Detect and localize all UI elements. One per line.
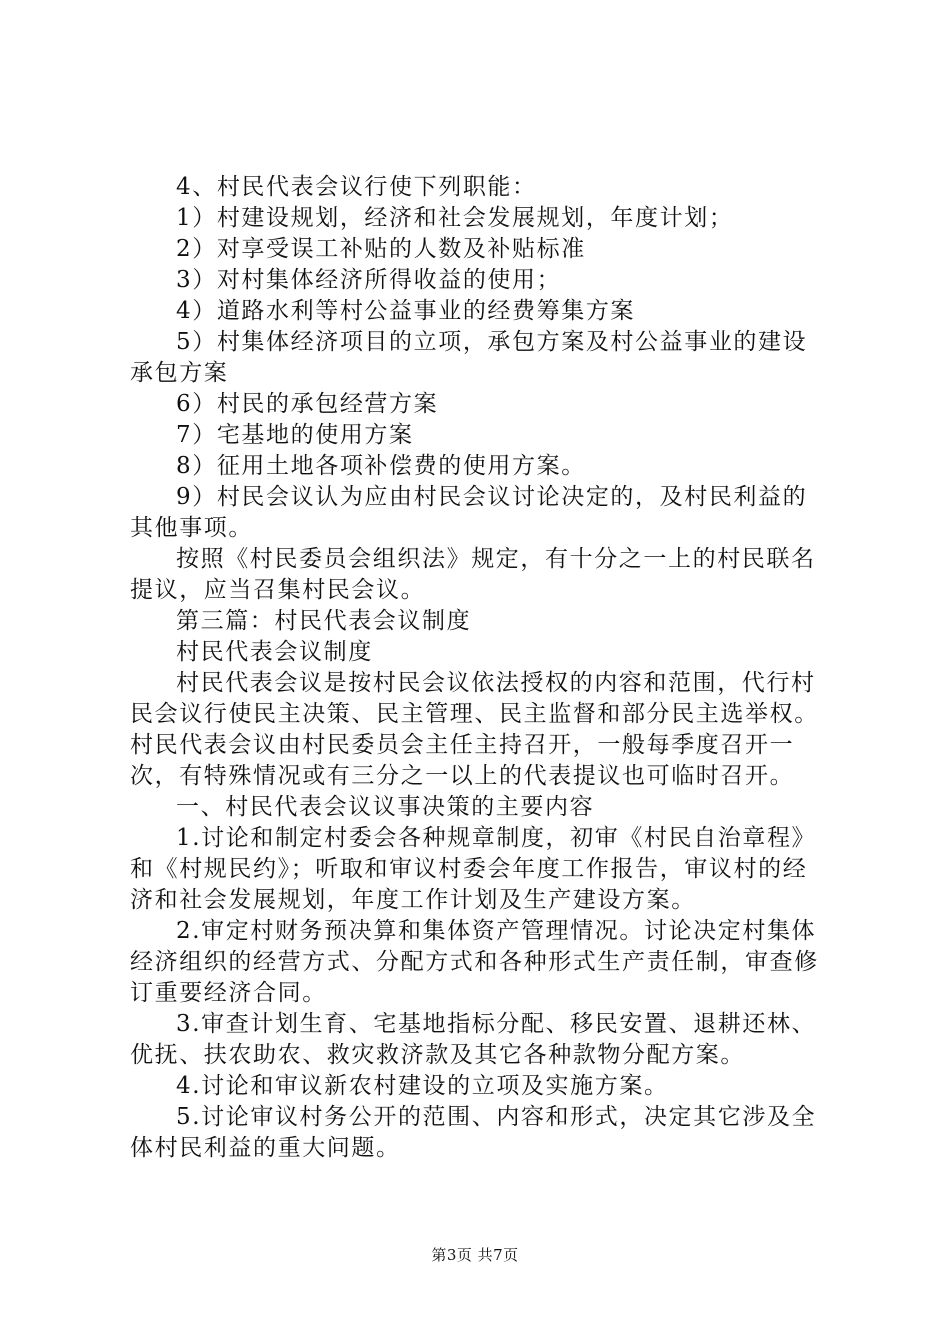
paragraph: 2）对享受误工补贴的人数及补贴标准 (176, 236, 586, 262)
paragraph: 3）对村集体经济所得收益的使用； (176, 267, 562, 293)
list-item: 1.讨论和制定村委会各种规章制度，初审《村民自治章程》和《村规民约》；听取和审议村委会年度工作报告，审议村的经济和社会发展规划，年度工作计划及生产建设方案。 (130, 825, 817, 913)
paragraph: 6）村民的承包经营方案 (176, 391, 439, 417)
list-item: 4.讨论和审议新农村建设的立项及实施方案。 (176, 1073, 669, 1099)
list-heading: 一、村民代表会议议事决策的主要内容 (176, 794, 595, 820)
paragraph: 村民代表会议是按村民会议依法授权的内容和范围，代行村民会议行使民主决策、民主管理、民主监督和部分民主选举权。村民代表会议由村民委员会主任主持召开，一般每季度召开一次，有特殊情况或有三分之一以上的代表提议也可临时召开。 (130, 670, 819, 789)
list-item: 2.审定村财务预决算和集体资产管理情况。讨论决定村集体经济组织的经营方式、分配方式和各种形式生产责任制，审查修订重要经济合同。 (130, 918, 819, 1006)
page-number-footer: 第3页 共7页 (431, 1246, 519, 1264)
paragraph: 7）宅基地的使用方案 (176, 422, 414, 448)
paragraph: 4、村民代表会议行使下列职能： (176, 174, 537, 200)
paragraph: 1）村建设规划，经济和社会发展规划，年度计划； (176, 205, 734, 231)
section-heading: 第三篇：村民代表会议制度 (176, 608, 472, 634)
paragraph: 5）村集体经济项目的立项，承包方案及村公益事业的建设承包方案 (130, 329, 808, 386)
paragraph: 按照《村民委员会组织法》规定，有十分之一上的村民联名提议，应当召集村民会议。 (130, 546, 816, 603)
list-item: 3.审查计划生育、宅基地指标分配、移民安置、退耕还林、优抚、扶农助农、救灾救济款及其它各种款物分配方案。 (130, 1011, 817, 1068)
document-body (130, 172, 830, 1164)
paragraph: 4）道路水利等村公益事业的经费筹集方案 (176, 298, 636, 324)
paragraph: 8）征用土地各项补偿费的使用方案。 (176, 453, 586, 479)
list-item: 5.讨论审议村务公开的范围、内容和形式，决定其它涉及全体村民利益的重大问题。 (130, 1104, 817, 1161)
section-subheading: 村民代表会议制度 (176, 639, 373, 665)
paragraph: 9）村民会议认为应由村民会议讨论决定的，及村民利益的其他事项。 (130, 484, 808, 541)
